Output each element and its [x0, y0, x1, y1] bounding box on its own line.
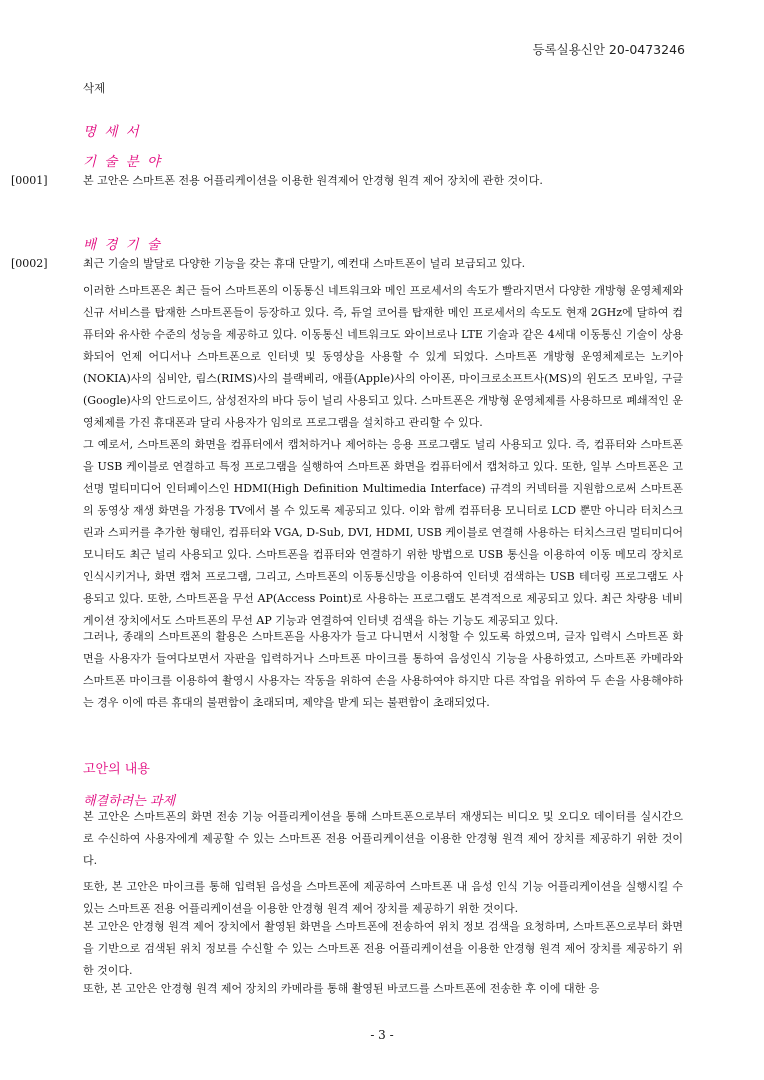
background-paragraph: 이러한 스마트폰은 최근 들어 스마트폰의 이동통신 네트워크와 메인 프로세서의 속도가 빨라지면서 다양한 개방형 운영체제와 신규 서비스를 탑재한 스마트폰들이 등장하고 있다. 즉, 듀얼 코어를 탑재한 메인 프로세서의 속도도 현재 2GHz에 달하여 컴퓨터와 유사한 수준의 성능을 제공하고 있다. 이동통신 네트워크도 와이브로나 LTE 기술과 같은 4세대 이동통신 기술이 상용화되어 언제 어디서나 스마트폰으로 인터넷 및 동영상을 사용할 수 있게 되었다. 스마트폰 개방형 운영체제로는 노키아(NOKIA)사의 심비안, 림스(RIMS)사의 블랙베리, 애플(Apple)사의 아이폰, 마이크로소프트사(MS)의 윈도즈 모바일, 구글(Google)사의 안드로이드, 삼성전자의 바다 등이 널리 사용되고 있다. 스마트폰은 개방형 운영체제를 사용하므로 폐쇄적인 운영체제를 가진 휴대폰과 달리 사용자가 임의로 프로그램을 설치하고 관리할 수 있다.: [83, 284, 683, 429]
section-heading-specification: 명 세 서: [83, 124, 141, 140]
background-paragraph: 그 예로서, 스마트폰의 화면을 컴퓨터에서 캡처하거나 제어하는 응용 프로그램도 널리 사용되고 있다. 즉, 컴퓨터와 스마트폰을 USB 케이블로 연결하고 특정 프로그램을 실행하여 스마트폰 화면을 컴퓨터에서 캡처하고 있다. 또한, 일부 스마트폰은 고선명 멀티미디어 인터페이스인 HDMI(High Definition Multimedia Interface) 규격의 커넥터를 지원함으로써 스마트폰의 동영상 재생 화면을 가정용 TV에서 볼 수 있도록 제공되고 있다. 이와 함께 컴퓨터용 모니터로 LCD 뿐만 아니라 터치스크린과 스피커를 추가한 형태인, 컴퓨터와 VGA, D-Sub, DVI, HDMI, USB 케이블로 연결해 사용하는 터치스크린 멀티미디어 모니터도 최근 널리 사용되고 있다. 스마트폰을 컴퓨터와 연결하기 위한 방법으로 USB 통신을 이용하여 이동 메모리 장치로 인식시키거나, 화면 캡처 프로그램, 그리고, 스마트폰의 이동통신망을 이용하여 인터넷 검색하는 USB 테더링 프로그램도 사용되고 있다. 또한, 스마트폰을 무선 AP(Access Point)로 사용하는 프로그램도 본격적으로 제공되고 있다. 최근 차량용 네비게이션 장치에서도 스마트폰의 무선 AP 기능과 연결하여 인터넷 검색을 하는 기능도 제공되고 있다.: [83, 438, 683, 627]
patent-number-header: 등록실용신안 20-0473246: [532, 42, 685, 57]
problem-paragraph: 또한, 본 고안은 마이크를 통해 입력된 음성을 스마트폰에 제공하여 스마트폰 내 음성 인식 기능 어플리케이션을 실행시킬 수 있는 스마트폰 전용 어플리케이션을 이용한 안경형 원격 제어 장치를 제공하기 위한 것이다.: [83, 880, 683, 915]
deleted-label: 삭제: [83, 81, 106, 95]
section-heading-technical-field: 기 술 분 야: [83, 154, 163, 170]
problem-paragraph: 또한, 본 고안은 안경형 원격 제어 장치의 카메라를 통해 촬영된 바코드를 스마트폰에 전송한 후 이에 대한 응: [83, 982, 600, 995]
section-heading-background: 배 경 기 술: [83, 237, 163, 253]
problem-paragraph: 본 고안은 안경형 원격 제어 장치에서 촬영된 화면을 스마트폰에 전송하여 위치 정보 검색을 요청하며, 스마트폰으로부터 화면을 기반으로 검색된 위치 정보를 수신할 수 있는 스마트폰 전용 어플리케이션을 이용한 안경형 원격 제어 장치를 제공하기 위한 것이다.: [83, 920, 683, 977]
background-paragraph: 그러나, 종래의 스마트폰의 활용은 스마트폰을 사용자가 들고 다니면서 시청할 수 있도록 하였으며, 글자 입력시 스마트폰 화면을 사용자가 들여다보면서 자판을 입력하거나 스마트폰 마이크를 통하여 음성인식 기능을 사용하였고, 스마트폰 카메라와 스마트폰 마이크를 이용하여 촬영시 사용자는 작동을 위하여 손을 사용하여야 하지만 다른 작업을 위하여 두 손을 사용해야하는 경우 이에 따른 휴대의 불편함이 초래되며, 제약을 받게 되는 불편함이 초래되었다.: [83, 630, 683, 709]
paragraph-number: [0001]: [11, 174, 48, 187]
paragraph-0002: 최근 기술의 발달로 다양한 기능을 갖는 휴대 단말기, 예컨대 스마트폰이 널리 보급되고 있다.: [83, 257, 526, 270]
section-heading-problem: 해결하려는 과제: [83, 794, 176, 809]
paragraph-number: [0002]: [11, 257, 48, 270]
page-number: - 3 -: [370, 1028, 394, 1042]
section-heading-content: 고안의 내용: [83, 762, 150, 777]
paragraph-0001: 본 고안은 스마트폰 전용 어플리케이션을 이용한 원격제어 안경형 원격 제어 장치에 관한 것이다.: [83, 174, 543, 187]
problem-paragraph: 본 고안은 스마트폰의 화면 전송 기능 어플리케이션을 통해 스마트폰으로부터 재생되는 비디오 및 오디오 데이터를 실시간으로 수신하여 사용자에게 제공할 수 있는 스마트폰 전용 어플리케이션을 이용한 안경형 원격 제어 장치를 제공하기 위한 것이다.: [83, 810, 683, 867]
